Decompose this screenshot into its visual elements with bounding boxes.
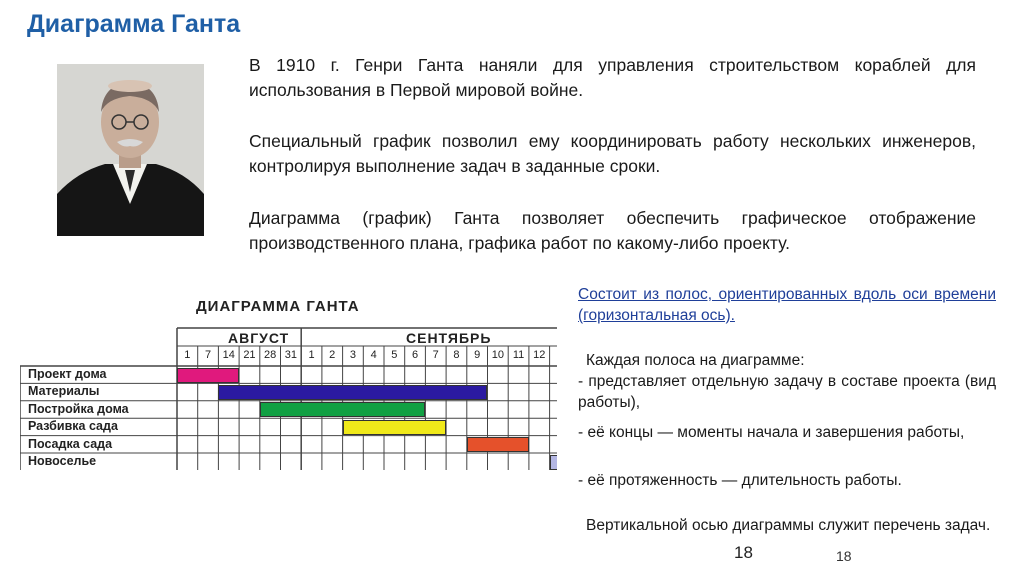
description-item-ends: - её концы — моменты начала и завершения работы, bbox=[578, 424, 965, 441]
gantt-day-label: 7 bbox=[204, 349, 212, 361]
gantt-day-label: 4 bbox=[370, 349, 377, 361]
paragraph-purpose: Специальный график позволил ему координировать работу нескольких инженеров, контролируя выполнение задач в заданные сроки. bbox=[249, 131, 976, 176]
portrait-photo bbox=[57, 64, 204, 236]
gantt-day-label: 11 bbox=[512, 349, 525, 361]
portrait-illustration bbox=[57, 64, 204, 236]
gantt-task-bar bbox=[260, 402, 426, 417]
gantt-day-label: 12 bbox=[533, 349, 546, 361]
gantt-task-bar bbox=[177, 368, 239, 383]
gantt-task-bar bbox=[550, 455, 557, 470]
gantt-task-bar bbox=[218, 385, 487, 400]
gantt-day-label: 21 bbox=[243, 349, 256, 361]
gantt-chart bbox=[20, 327, 557, 470]
gantt-task-bar bbox=[343, 420, 447, 435]
gantt-day-label: 5 bbox=[391, 349, 398, 361]
gantt-day-label: 7 bbox=[432, 349, 439, 361]
description-intro: Каждая полоса на диаграмме: bbox=[586, 352, 805, 369]
gantt-day-label: 14 bbox=[222, 349, 235, 361]
gantt-month-august: АВГУСТ bbox=[228, 330, 290, 346]
description-underlined: Состоит из полос, ориентированных вдоль оси времени (горизонтальная ось). bbox=[578, 286, 996, 324]
gantt-day-label: 9 bbox=[474, 349, 481, 361]
gantt-task-bar bbox=[467, 437, 529, 452]
gantt-day-label: 6 bbox=[411, 349, 419, 361]
gantt-task-label: Новоселье bbox=[28, 454, 97, 468]
gantt-day-label: 28 bbox=[264, 349, 277, 361]
gantt-day-label: 31 bbox=[284, 349, 297, 361]
gantt-task-label: Материалы bbox=[28, 384, 100, 399]
gantt-heading: ДИАГРАММА ГАНТА bbox=[196, 298, 360, 315]
gantt-task-label: Проект дома bbox=[28, 367, 107, 381]
gantt-day-label: 2 bbox=[329, 349, 336, 361]
gantt-day-label: 8 bbox=[453, 349, 460, 361]
gantt-day-label: 3 bbox=[349, 349, 356, 361]
paragraph-history: В 1910 г. Генри Ганта наняли для управления строительством кораблей для использования в Первой мировой войне. bbox=[249, 55, 976, 100]
slide-title: Диаграмма Ганта bbox=[27, 10, 241, 38]
paragraph-definition: Диаграмма (график) Ганта позволяет обеспечить графическое отображение производственного плана, графика работ по какому-либо проекту. bbox=[249, 208, 976, 253]
slide-number-small: 18 bbox=[836, 548, 852, 564]
gantt-day-label: 1 bbox=[184, 349, 191, 361]
gantt-task-label: Постройка дома bbox=[28, 401, 129, 416]
gantt-month-september: СЕНТЯБРЬ bbox=[406, 330, 492, 346]
gantt-task-label: Разбивка сада bbox=[28, 419, 118, 434]
description-item-length: - её протяженность — длительность работы. bbox=[578, 472, 902, 489]
description-item-task: - представляет отдельную задачу в составе проекта (вид работы), bbox=[578, 373, 996, 411]
gantt-day-label: 10 bbox=[491, 349, 504, 361]
gantt-task-label: Посадка сада bbox=[28, 436, 113, 451]
description-vertical-axis: Вертикальной осью диаграммы служит перечень задач. bbox=[586, 517, 991, 534]
gantt-day-label: 1 bbox=[308, 349, 315, 361]
slide-number-large: 18 bbox=[734, 543, 753, 562]
